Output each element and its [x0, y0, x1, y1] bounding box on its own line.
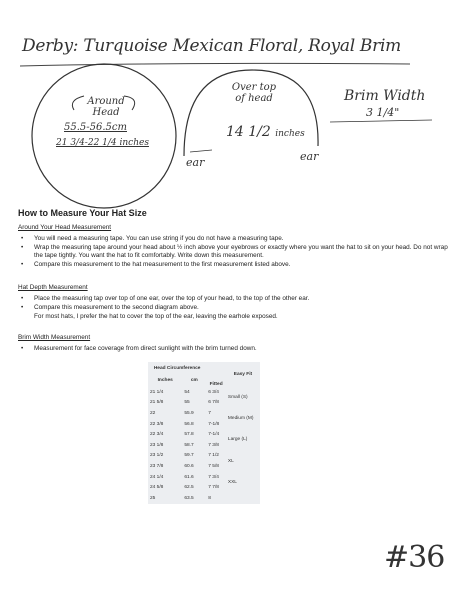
depth-note: For most hats, I prefer the hat to cover the top of the ear, leaving the earhole exposed.: [34, 313, 278, 320]
brim-underline: [330, 120, 432, 122]
table-cell: 55.9: [184, 410, 194, 416]
ear-right-label: ear: [300, 150, 319, 163]
table-cell: 54: [184, 389, 190, 395]
table-cell: 21 1/4: [150, 389, 164, 395]
list-item: • Measurement for face coverage from direct sunlight with the brim turned down.: [18, 345, 448, 354]
table-cell: 22 3/4: [150, 432, 164, 438]
table-cell: 56.8: [184, 421, 194, 427]
brim-measurement-title: Brim Width Measurement: [18, 334, 91, 341]
depth-measurement-title: Hat Depth Measurement: [18, 284, 88, 291]
instructions-heading: How to Measure Your Hat Size: [18, 208, 147, 218]
table-row: [148, 451, 260, 462]
list-item: • Wrap the measuring tape around your head about ½ inch above your eyebrows or exactly where you want the hat to sit on your head. Do not wrap the tape tightly. You want the hat to fit comfortably. Write down this measurement.: [18, 244, 448, 261]
table-cell: 63.5: [184, 495, 194, 501]
table-cell: 23 1/8: [150, 442, 164, 448]
over-top-label-line2: of head: [235, 93, 273, 104]
list-item: • You will need a measuring tape. You can use string if you do not have a measuring tape.: [18, 235, 448, 244]
brim-measurement-list: [18, 345, 448, 354]
size-table: [148, 362, 260, 504]
table-cell: 55: [184, 400, 190, 406]
over-top-unit: inches: [275, 129, 305, 139]
around-label: [84, 96, 128, 118]
table-cell: 25: [150, 495, 156, 501]
table-cell: 7 7/8: [208, 485, 219, 491]
table-row: [148, 387, 260, 398]
head-circle: [32, 64, 176, 208]
table-cell: 7 3/8: [208, 442, 219, 448]
table-cell: 58.7: [184, 442, 194, 448]
table-cell: 23 1/2: [150, 453, 164, 459]
cm-header: cm: [190, 378, 198, 383]
table-cell: 21 5/8: [150, 400, 164, 406]
depth-measurement-list: [18, 295, 448, 312]
table-cell: 24 1/4: [150, 474, 164, 480]
title-underline: [20, 63, 410, 66]
fit-medium: Medium (M): [227, 416, 254, 422]
table-cell: 7: [208, 410, 211, 416]
table-row: [148, 493, 260, 504]
table-row: [148, 408, 260, 419]
head-cm-value: 55.5-56.5cm: [64, 122, 127, 133]
around-arrow-left: [72, 96, 84, 110]
brim-width-value: 3 1/4": [366, 106, 400, 119]
fit-xl: XL: [227, 458, 234, 464]
over-top-value: [226, 124, 305, 140]
page-title: Derby: Turquoise Mexican Floral, Royal Brim: [22, 36, 401, 56]
table-row: [148, 472, 260, 483]
head-inch-value: 21 3/4-22 1/4 inches: [56, 138, 149, 148]
over-top-number: 14 1/2: [226, 124, 271, 140]
ear-left-label: ear: [186, 156, 205, 169]
table-cell: 57.8: [184, 432, 194, 438]
table-cell: 60.6: [184, 463, 194, 469]
table-cell: 24 5/8: [150, 485, 164, 491]
table-cell: 7 3/4: [208, 474, 219, 480]
table-cell: 7 1/2: [208, 453, 219, 459]
inches-header: Inches: [157, 378, 173, 383]
easy-fit-header: Easy Fit: [233, 371, 253, 377]
size-table-grid: [148, 362, 260, 504]
table-cell: 6 7/8: [208, 400, 219, 406]
table-cell: 59.7: [184, 453, 194, 459]
table-cell: 62.5: [184, 485, 194, 491]
table-cell: 6 3/4: [208, 389, 219, 395]
fit-small: Small (S): [227, 395, 248, 401]
table-cell: 22: [150, 410, 156, 416]
table-cell: 7-1/4: [208, 432, 220, 438]
table-cell: 23 7/8: [150, 463, 164, 469]
table-cell: 61.6: [184, 474, 194, 480]
over-top-baseline: [190, 150, 212, 152]
head-circumference-header: Head Circumference: [153, 365, 201, 371]
over-top-label: [224, 82, 284, 104]
fit-xxl: XXL: [227, 479, 237, 485]
fitted-header: Fitted: [209, 382, 223, 387]
brim-width-label: Brim Width: [344, 88, 426, 104]
fit-large: Large (L): [227, 437, 248, 443]
over-top-label-line1: Over top: [231, 82, 277, 93]
list-item: • Compare this measurement to the second diagram above.: [18, 304, 448, 313]
around-measurement-title: Around Your Head Measurement: [18, 224, 112, 231]
table-cell: 8: [208, 495, 211, 501]
around-measurement-list: [18, 235, 448, 269]
item-number-stamp: #36: [384, 540, 445, 575]
table-row: [148, 429, 260, 440]
table-cell: 7-1/8: [208, 421, 220, 427]
list-item: • Place the measuring tap over top of one ear, over the top of your head, to the top of the other ear.: [18, 295, 448, 304]
around-label-line1: Around: [87, 96, 125, 107]
list-item: • Compare this measurement to the hat measurement to the first measurement listed above.: [18, 261, 448, 270]
table-cell: 22 3/8: [150, 421, 164, 427]
table-cell: 7 5/8: [208, 463, 219, 469]
around-label-line2: Head: [92, 107, 120, 118]
